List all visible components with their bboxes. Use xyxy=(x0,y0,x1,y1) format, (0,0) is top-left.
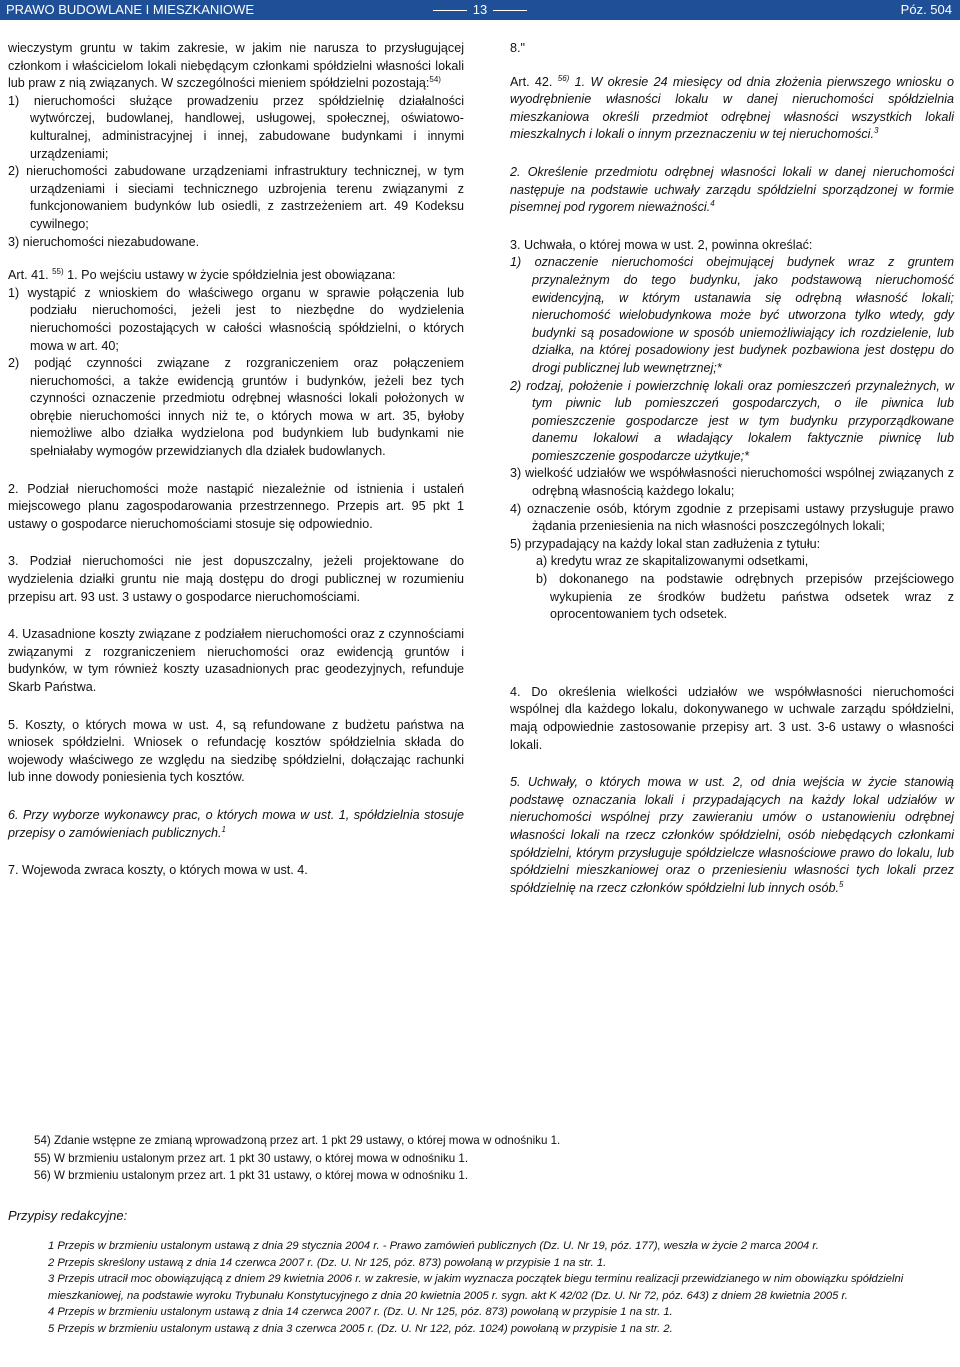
article-41: Art. 41. $^{55)}$ 1. Po wejściu ustawy w życie spółdzielnia jest obowiązana: xyxy=(8,266,396,283)
footnote: 56) W brzmieniu ustalonym przez art. 1 pkt 31 ustawy, o której mowa w odnośniku 1. xyxy=(34,1169,469,1183)
spacer xyxy=(8,461,464,481)
spacer xyxy=(8,251,464,267)
footnote: 54) Zdanie wstępne ze zmianą wprowadzoną przez art. 1 pkt 29 ustawy, o której mowa w odnośniku 1. xyxy=(34,1134,561,1147)
spacer xyxy=(510,624,954,684)
paragraph-2: 2. Określenie przedmiotu odrębnej własności lokali w danej nieruchomości następuje na podstawie uchwały zarządu spółdzielni sporządzonej w formie pisemnej pod rygorem nieważności.$^4$ xyxy=(510,164,954,215)
left-column xyxy=(8,40,464,880)
footnote-ref: 54) xyxy=(429,75,441,84)
spacer xyxy=(8,606,464,626)
header-title: PRAWO BUDOWLANE I MIESZKANIOWE xyxy=(6,2,254,17)
header-page-number-box xyxy=(0,0,960,20)
spacer xyxy=(8,787,464,807)
spacer xyxy=(510,144,954,164)
list-item: 3) nieruchomości niezabudowane. xyxy=(8,234,200,249)
paragraph-intro: wieczystym gruntu w takim zakresie, w jakim nie narusza to przysługującej członkom i właścicielom lokali niebędącym członkami spółdzielni własności lokali lub praw z nią związanych. W szczególności mieniem spółdzielni pozostają:$^{54)}$ xyxy=(8,41,464,91)
spacer xyxy=(510,217,954,237)
paragraph-7: 7. Wojewoda zwraca koszty, o których mowa w ust. 4. xyxy=(8,863,308,878)
spacer xyxy=(510,754,954,774)
editorial-note: 2 Przepis skreślony ustawą z dnia 14 czerwca 2007 r. (Dz. U. Nr 125, póz. 873) powołaną w przypisie 1 na str. 1. xyxy=(48,1256,607,1269)
list-item: 1) nieruchomości służące prowadzeniu przez spółdzielnię działalności wytwórczej, budowlanej, handlowej, usługowej, społecznej, oświatowo-kulturalnej, administracyjnej i innej, zabudowane budynkami i innymi urządzeniami; xyxy=(8,93,464,161)
editorial-note: 3 Przepis utracił moc obowiązującą z dniem 29 kwietnia 2006 r. w zakresie, w jakim wyznacza początek biegu terminu realizacji przewidzianego w nim obowiązku spółdzielni mieszkaniowej, na podstawie wyroku Trybunału Konstytucyjnego z dnia 20 kwietnia 2005 r. sygn. akt K 42/02 (Dz. U. Nr 72, póz. 643) z dniem 28 kwietnia 2005 r. xyxy=(48,1273,904,1302)
footnote-ref: 5 xyxy=(839,879,844,889)
editorial-note: 4 Przepis w brzmieniu ustalonym ustawą z dnia 14 czerwca 2007 r. (Dz. U. Nr 125, póz. 873) powołaną w przypisie 1 na str. 1. xyxy=(48,1306,673,1318)
footnote-ref: 3 xyxy=(873,126,879,136)
page-number: 13 xyxy=(472,2,488,17)
footnotes xyxy=(34,1132,560,1185)
spacer xyxy=(8,533,464,553)
paragraph-5: 5. Uchwały, o których mowa w ust. 2, od dnia wejścia w życie stanowią podstawę oznaczania lokali i przypadających na każdy lokal udziałów w nieruchomości wspólnej przy zawieraniu umów o ustanowieniu odrębnej własności lokali na rzecz członków spółdzielni, osób niebędących członkami spółdzielni, którym przysługuje spółdzielcze własnościowe prawo do lokalu, lub spółdzielni mieszkaniowej oraz o przeniesieniu własności tych lokali przez spółdzielnię na rzecz członków spółdzielni lub innych osób.$^5$ xyxy=(510,775,954,895)
paragraph-4: 4. Do określenia wielkości udziałów we współwłasności nieruchomości wspólnej dla każdego lokalu, dokonywanego w uchwale zarządu spółdzielni, mają odpowiednie zastosowanie przepisy art. 3 ust. 3-6 ustawy o własności lokali. xyxy=(510,684,954,752)
dash-left xyxy=(433,10,467,11)
right-column xyxy=(510,40,954,897)
page-header xyxy=(0,0,960,20)
spacer xyxy=(8,842,464,862)
list-item: 1) oznaczenie nieruchomości obejmującej budynek wraz z gruntem przynależnym do tego budynku, jako podstawową nieruchomość ewidencyjną, w którym ustanawia się odrębną własność lokali; nieruchomość wielobudynkowa może być utworzona tylko wtedy, gdy budynki są posadowione w sposób uniemożliwiający ich rozdzielenie, lub działka, na której posadowiony jest budynek pozbawiona jest dostępu do drogi publicznej lub wewnętrznej;* xyxy=(510,255,954,375)
footnote-ref: 1 xyxy=(221,824,226,834)
paragraph-2: 2. Podział nieruchomości może nastąpić niezależnie od istnienia i ustaleń miejscowego planu zagospodarowania przestrzennego. Przepis art. 95 pkt 1 ustawy o gospodarce nieruchomościami stosuje się odpowiednio. xyxy=(8,481,464,531)
list-item: 2) nieruchomości zabudowane urządzeniami infrastruktury technicznej, w tym urządzeniami i sieciami technicznego uzbrojenia terenu związanymi z funkcjonowaniem budynków lub osiedli, z zastrzeżeniem art. 49 Kodeksu cywilnego; xyxy=(8,164,464,231)
footnote-ref: 4 xyxy=(710,198,715,208)
footnote-ref: 55) xyxy=(52,266,64,276)
list-subitem: b) dokonanego na podstawie odrębnych przepisów przejściowego wykupienia ze środków budżetu państwa odsetek wraz z oprocentowaniem tych odsetek. xyxy=(536,572,954,622)
paragraph-3: 3. Uchwała, o której mowa w ust. 2, powinna określać: xyxy=(510,237,813,252)
footnote: 55) W brzmieniu ustalonym przez art. 1 pkt 30 ustawy, o której mowa w odnośniku 1. xyxy=(34,1151,469,1165)
list-subitem: a) kredytu wraz ze skapitalizowanymi odsetkami, xyxy=(536,554,809,569)
list-item: 4) oznaczenie osób, którym zgodnie z przepisami ustawy przysługuje prawo żądania przeniesienia na nich własności poszczególnych lokali; xyxy=(510,501,954,534)
editorial-note: 1 Przepis w brzmieniu ustalonym ustawą z dnia 29 stycznia 2004 r. - Prawo zamówień publicznych (Dz. U. Nr 19, póz. 177), weszła w życie 2 marca 2004 r. xyxy=(48,1240,819,1252)
list-item: 1) wystąpić z wnioskiem do właściwego organu w sprawie połączenia lub podziału nieruchomości, jeżeli jest to niezbędne do wydzielenia nieruchomości pozostających w całości własnością spółdzielni, o których mowa w art. 40; xyxy=(8,285,464,353)
quote-end: 8." xyxy=(510,41,525,55)
header-position: Póz. 504 xyxy=(900,2,952,17)
dash-right xyxy=(493,10,527,11)
paragraph-4: 4. Uzasadnione koszty związane z podziałem nieruchomości oraz z czynnościami związanymi z rozgraniczeniem nieruchomości oraz ewidencją gruntów i budynków, w tym również koszty uzasadnionych prac geodezyjnych, refunduje Skarb Państwa. xyxy=(8,627,464,694)
editorial-title: Przypisy redakcyjne: xyxy=(8,1208,128,1223)
paragraph-6: 6. Przy wyborze wykonawcy prac, o których mowa w ust. 1, spółdzielnia stosuje przepisy o zamówieniach publicznych.$^1$ xyxy=(8,807,464,840)
paragraph-3: 3. Podział nieruchomości nie jest dopuszczalny, jeżeli projektowane do wydzielenia działki gruntu nie mają dostępu do drogi publicznej w rozumieniu przepisu art. 93 ust. 3 ustawy o gospodarce nieruchomościami. xyxy=(8,554,464,604)
editorial-note: 5 Przepis w brzmieniu ustalonym ustawą z dnia 3 czerwca 2005 r. (Dz. U. Nr 122, póz. 1024) powołaną w przypisie 1 na str. 2. xyxy=(48,1322,673,1335)
list-item: 2) podjąć czynności związane z rozgraniczeniem oraz połączeniem nieruchomości, a także ewidencją gruntów i budynków, jeżeli bez tych czynności oznaczenie przedmiotu odrębnej własności lokali położonych w obrębie nieruchomości innych niż te, o których mowa w art. 35, byłoby niemożliwe albo działka wydzielona pod budynkiem lub budynkami nie spełniałaby wymogów przewidzianych dla działek budowlanych. xyxy=(8,356,464,459)
list-item: 5) przypadający na każdy lokal stan zadłużenia z tytułu: xyxy=(510,536,821,551)
paragraph-5: 5. Koszty, o których mowa w ust. 4, są refundowane z budżetu państwa na wniosek spółdzielni. Wniosek o refundację kosztów spółdzielnia składa do wojewody właściwego ze względu na siedzibę spółdzielni, dołączając rachunki lub inne dowody poniesienia tych kosztów. xyxy=(8,717,464,785)
spacer xyxy=(510,58,954,74)
editorial-notes xyxy=(48,1238,948,1337)
list-item: 3) wielkość udziałów we współwłasności nieruchomości wspólnej związanych z odrębną własnością każdego lokalu; xyxy=(510,466,954,499)
article-42: Art. 42. $^{56)}$ 1. W okresie 24 miesięcy od dnia złożenia pierwszego wniosku o wyodrębnienie własności lokalu w danej nieruchomości spółdzielnia mieszkaniowa określi przedmiot odrębnej własności wszystkich lokali mieszkalnych i lokali o innym przeznaczeniu w tej nieruchomości.$^3$ xyxy=(510,73,955,142)
spacer xyxy=(8,697,464,717)
list-item: 2) rodzaj, położenie i powierzchnię lokali oraz pomieszczeń przynależnych, w tym piwnic lub pomieszczeń gospodarczych, o ile piwnica lub pomieszczenie gospodarcze jest w tym budynku przyporządkowane danemu lokalowi a władający lokalem faktycznie piwnicę lub pomieszczenie gospodarcze użytkuje;* xyxy=(510,378,954,463)
footnote-ref: 56) xyxy=(557,73,570,83)
